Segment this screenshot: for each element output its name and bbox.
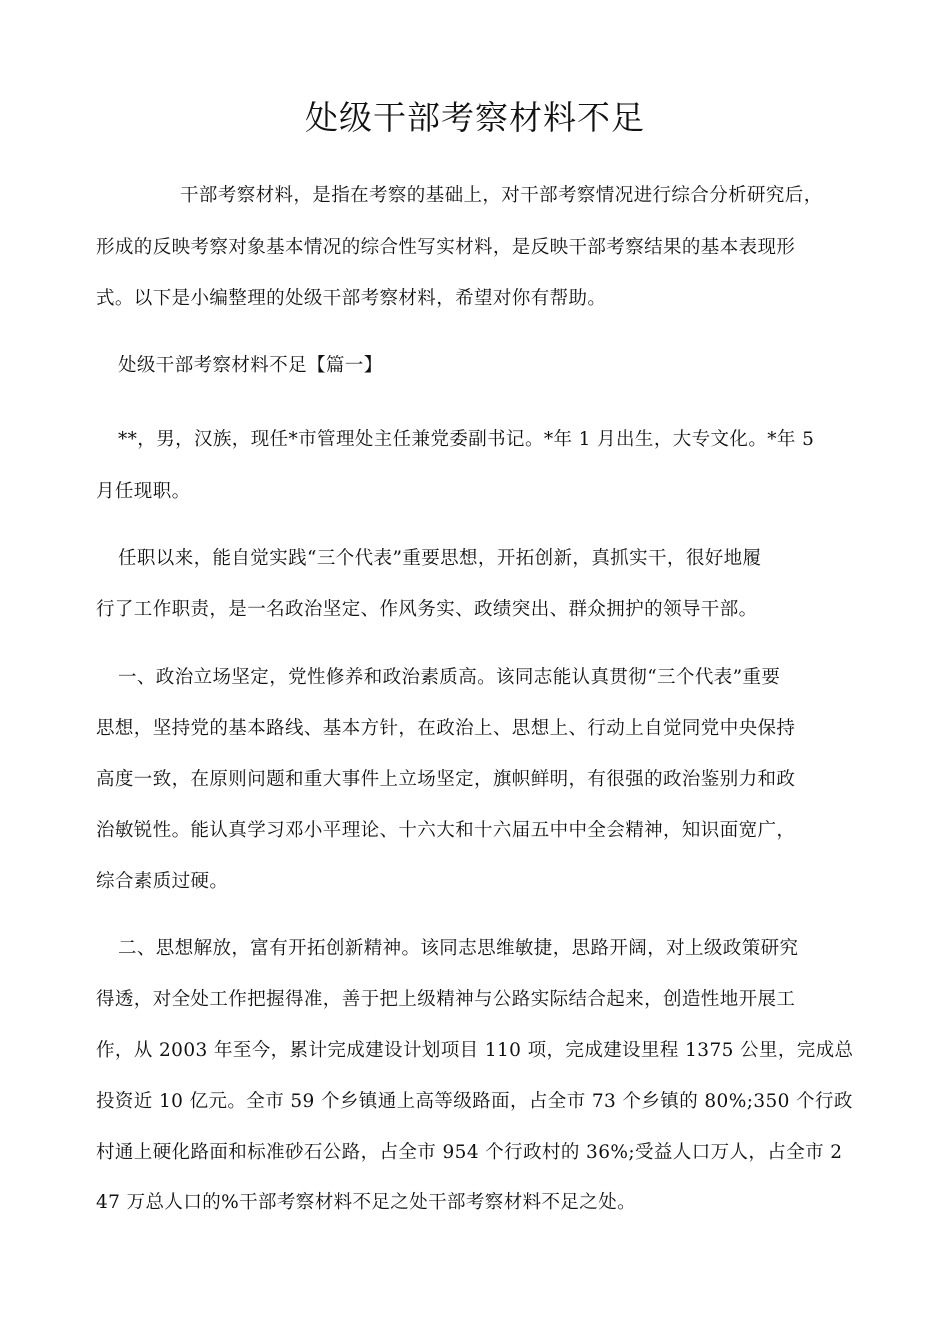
- paragraph-line: 47 万总人口的%干部考察材料不足之处干部考察材料不足之处。: [96, 1192, 637, 1213]
- paragraph-line: 思想，坚持党的基本路线、基本方针，在政治上、思想上、行动上自觉同党中央保持: [96, 718, 796, 739]
- paragraph-line: 形成的反映考察对象基本情况的综合性写实材料，是反映干部考察结果的基本表现形: [96, 237, 796, 258]
- paragraph-line: 得透，对全处工作把握得准，善于把上级精神与公路实际结合起来，创造性地开展工: [96, 989, 796, 1010]
- document-title: 处级干部考察材料不足: [305, 98, 645, 137]
- paragraph-line: 村通上硬化路面和标准砂石公路，占全市 954 个行政村的 36%;受益人口万人，占全市 2: [96, 1142, 843, 1163]
- paragraph-line: 一、政治立场坚定，党性修养和政治素质高。该同志能认真贯彻“三个代表”重要: [118, 667, 781, 688]
- paragraph-line: 作，从 2003 年至今，累计完成建设计划项目 110 项，完成建设里程 1375 公里，完成总: [96, 1040, 854, 1061]
- paragraph-line: 投资近 10 亿元。全市 59 个乡镇通上高等级路面，占全市 73 个乡镇的 80%;350 个行政: [96, 1091, 853, 1112]
- paragraph-line: 综合素质过硬。: [96, 871, 229, 892]
- paragraph-line: 任职以来，能自觉实践“三个代表”重要思想，开拓创新，真抓实干，很好地履: [118, 548, 762, 569]
- paragraph-line: 二、思想解放，富有开拓创新精神。该同志思维敏捷，思路开阔，对上级政策研究: [118, 938, 799, 959]
- paragraph-line: 式。以下是小编整理的处级干部考察材料，希望对你有帮助。: [96, 288, 607, 309]
- paragraph-line: 干部考察材料，是指在考察的基础上，对干部考察情况进行综合分析研究后，: [180, 185, 823, 206]
- paragraph-line: 高度一致，在原则问题和重大事件上立场坚定，旗帜鲜明，有很强的政治鉴别力和政: [96, 769, 796, 790]
- paragraph-line: 行了工作职责，是一名政治坚定、作风务实、政绩突出、群众拥护的领导干部。: [96, 599, 758, 620]
- paragraph-line: 治敏锐性。能认真学习邓小平理论、十六大和十六届五中中全会精神，知识面宽广，: [96, 820, 796, 841]
- section-heading: 处级干部考察材料不足【篇一】: [118, 355, 383, 376]
- paragraph-line: 月任现职。: [96, 481, 191, 502]
- paragraph-line: **，男，汉族，现任*市管理处主任兼党委副书记。*年 1 月出生，大专文化。*年 5: [118, 429, 815, 450]
